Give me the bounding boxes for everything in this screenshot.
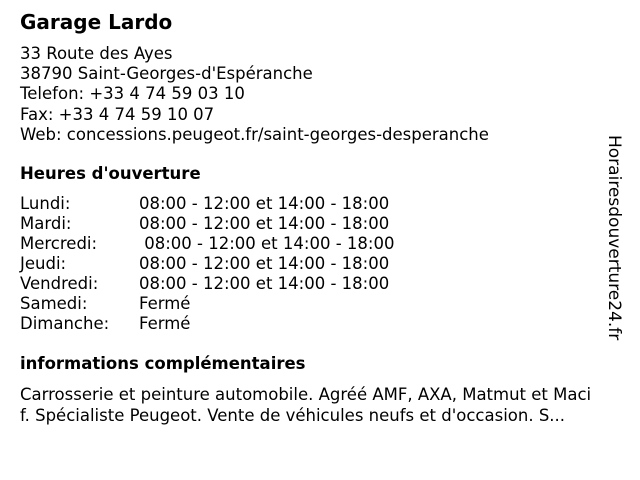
hours-day: Jeudi: [20, 254, 67, 273]
hours-time: 08:00 - 12:00 et 14:00 - 18:00 [139, 274, 390, 293]
hours-time: 08:00 - 12:00 et 14:00 - 18:00 [139, 234, 395, 253]
website-link: Web: concessions.peugeot.fr/saint-georges-desperanche [20, 124, 489, 144]
hours-day: Samedi: [20, 294, 88, 313]
hours-heading: Heures d'ouverture [20, 164, 201, 183]
hours-day: Lundi: [20, 194, 71, 213]
hours-day: Mercredi: [20, 234, 98, 253]
description-line: f. Spécialiste Peugeot. Vente de véhicules neufs et d'occasion. S... [20, 406, 566, 425]
address-street: 33 Route des Ayes [20, 44, 173, 63]
contact-block [20, 44, 489, 145]
info-description [20, 384, 620, 426]
hours-day: Vendredi: [20, 274, 99, 293]
description-line: Carrosserie et peinture automobile. Agréé AMF, AXA, Matmut et Maci [20, 385, 592, 404]
hours-time: 08:00 - 12:00 et 14:00 - 18:00 [139, 194, 390, 213]
business-name: Garage Lardo [20, 10, 173, 34]
info-heading: informations complémentaires [20, 354, 306, 373]
hours-time: Fermé [139, 294, 191, 313]
hours-time: Fermé [139, 314, 191, 333]
address-city: 38790 Saint-Georges-d'Espéranche [20, 64, 313, 84]
hours-day: Mardi: [20, 214, 72, 233]
hours-day: Dimanche: [20, 314, 110, 333]
hours-time: 08:00 - 12:00 et 14:00 - 18:00 [139, 214, 390, 233]
fax-number: Fax: +33 4 74 59 10 07 [20, 104, 215, 124]
hours-time: 08:00 - 12:00 et 14:00 - 18:00 [139, 254, 390, 273]
site-watermark: Horairesdouverture24.fr [604, 135, 624, 341]
phone-number: Telefon: +33 4 74 59 03 10 [20, 84, 245, 104]
